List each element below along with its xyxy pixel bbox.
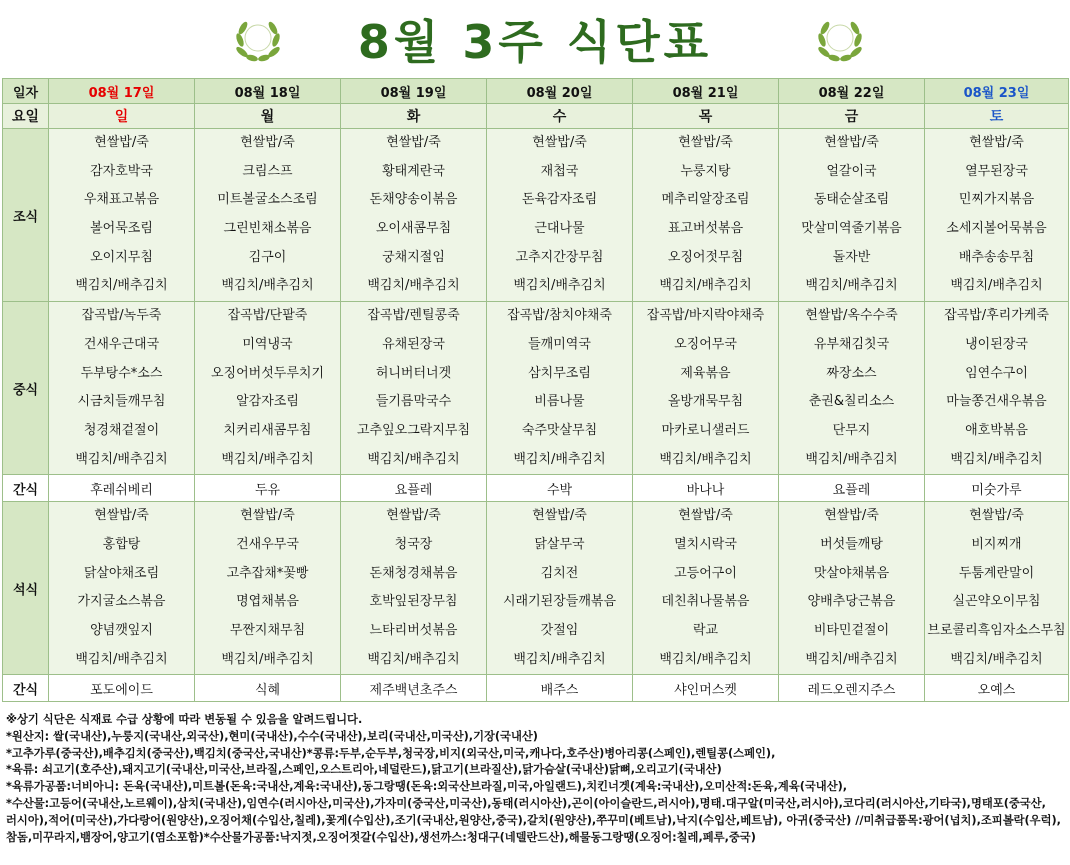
menu-item: 닭살야채조림 [83,565,160,581]
menu-item: 돈채양송이볶음 [369,192,458,208]
menu-item: 맛살미역줄기볶음 [801,221,902,237]
menu-item: 임연수구이 [965,365,1028,381]
note-line: *육류: 쇠고기(호주산),돼지고기(국내산,미국산,브라질,스페인,오스트리아,네덜란드),닭고기(브라질산),닭가슴살(국내산)닭뼈,오리고기(국내산) [6,763,722,777]
menu-item: 감자호박국 [90,163,153,179]
breakfast-cell [925,129,1069,302]
menu-item: 들기름막국수 [375,394,452,410]
menu-item: 백김치/배추김치 [75,451,168,467]
menu-table [2,78,1069,702]
dinner-cell [487,502,633,675]
snack2-cell: 샤인머스켓 [633,675,779,702]
snack1-row [3,475,1069,502]
lunch-label: 중식 [3,302,49,475]
menu-item: 현쌀밥/죽 [94,135,149,150]
menu-item: 고추잡채*꽃빵 [226,565,309,581]
menu-item: 브로콜리흑임자소스무침 [927,623,1066,638]
menu-item: 느타리버섯볶음 [369,623,458,638]
menu-item: 잡곡밥/단팥죽 [227,308,308,324]
snack2-cell: 오예스 [925,675,1069,702]
breakfast-cell [49,129,195,302]
page-title: 8월 3주 식단표 [357,15,713,69]
snack1-cell: 두유 [195,475,341,502]
menu-item: 오징어버섯두루치기 [210,365,325,381]
menu-item: 근대나물 [534,221,585,237]
lunch-cell [633,302,779,475]
menu-item: 현쌀밥/옥수수죽 [805,308,898,324]
menu-item: 현쌀밥/죽 [824,135,879,150]
snack1-cell: 요플레 [341,475,487,502]
lunch-row [3,302,1069,475]
day-cell: 화 [341,104,487,129]
menu-item: 제육볶음 [680,365,731,381]
menu-item: 현쌀밥/죽 [386,135,441,150]
menu-item: 건새우근대국 [83,336,160,352]
snack1-cell: 후레쉬베리 [49,475,195,502]
menu-item: 비지찌개 [971,536,1022,552]
menu-item: 백김치/배추김치 [221,451,314,467]
date-cell: 08월 17일 [49,79,195,104]
menu-item: 멸치시락국 [674,536,737,552]
menu-item: 우채표고볶음 [83,192,160,208]
menu-item: 청국장 [394,536,433,552]
menu-item: 호박잎된장무침 [369,594,458,610]
snack2-cell: 제주백년초주스 [341,675,487,702]
note-line: *원산지: 쌀(국내산),누룽지(국내산,외국산),현미(국내산),수수(국내산),보리(국내산,미국산),기장(국내산) [6,729,538,743]
day-cell: 일 [49,104,195,129]
menu-item: 고등어구이 [674,565,737,581]
date-cell: 08월 23일 [925,79,1069,104]
menu-item: 누룽지탕 [680,163,731,179]
dinner-cell [925,502,1069,675]
date-cell: 08월 21일 [633,79,779,104]
lunch-cell [195,302,341,475]
snack2-cell: 배주스 [487,675,633,702]
lunch-cell [487,302,633,475]
menu-item: 냉이된장국 [965,336,1028,352]
menu-item: 돈채청경채볶음 [369,565,458,581]
menu-item: 오징어무국 [674,336,737,352]
snack2-cell: 포도에이드 [49,675,195,702]
menu-item: 백김치/배추김치 [805,651,898,667]
day-cell: 금 [779,104,925,129]
menu-item: 백김치/배추김치 [950,451,1043,467]
menu-item: 현쌀밥/죽 [240,135,295,150]
note-line: *육류가공품:너비아니: 돈육(국내산),미트볼(돈육:국내산,계육:국내산),동그랑땡(돈육:외국산브라질,미국,아일랜드),치킨너겟(계육:국내산),오미산적:돈육,계육(국내산), [6,780,848,794]
notes [6,712,1066,846]
menu-item: 백김치/배추김치 [659,451,752,467]
snack2-row [3,675,1069,702]
lunch-cell [925,302,1069,475]
menu-item: 데친취나물볶음 [661,594,750,610]
menu-item: 크림스프 [242,163,293,179]
menu-item: 볼어묵조림 [90,221,153,237]
date-label: 일자 [3,79,49,104]
snack1-cell: 요플레 [779,475,925,502]
menu-item: 백김치/배추김치 [221,651,314,667]
menu-item: 현쌀밥/죽 [969,135,1024,150]
menu-item: 현쌀밥/죽 [240,508,295,524]
note-line: *고추가루(중국산),배추김치(중국산),백김치(중국산,국내산)*콩류:두부,순두부,청국장,비지(외국산,미국,캐나다,호주산)병아리콩(스페인),렌틸콩(스페인), [6,746,776,760]
menu-item: 백김치/배추김치 [75,278,168,294]
dinner-label: 석식 [3,502,49,675]
menu-item: 돌자반 [832,249,871,265]
date-cell: 08월 20일 [487,79,633,104]
menu-item: 메추리알장조림 [661,192,750,208]
menu-item: 갓절임 [540,623,579,638]
menu-item: 궁채지절임 [382,249,445,265]
dinner-cell [49,502,195,675]
menu-item: 락교 [692,623,719,638]
menu-item: 홍합탕 [102,536,141,552]
dinner-cell [779,502,925,675]
menu-item: 미트볼굴소스조림 [217,192,318,208]
dinner-cell [195,502,341,675]
menu-item: 백김치/배추김치 [659,651,752,667]
breakfast-cell [633,129,779,302]
dinner-cell [633,502,779,675]
menu-item: 유채된장국 [382,336,445,352]
menu-item: 얼갈이국 [826,163,877,179]
wreath-logo-icon [812,10,868,66]
menu-item: 두툼계란말이 [958,565,1035,581]
menu-item: 김치전 [540,565,579,581]
day-row [3,104,1069,129]
menu-item: 양념깻잎지 [90,623,153,638]
menu-item: 백김치/배추김치 [75,651,168,667]
menu-item: 비타민겉절이 [813,623,890,638]
menu-item: 마카로니샐러드 [661,422,750,438]
snack1-cell: 수박 [487,475,633,502]
menu-item: 고추잎오그락지무침 [356,422,471,438]
menu-item: 짜장소스 [826,365,877,381]
menu-item: 비름나물 [534,394,585,410]
menu-item: 오징어젓무침 [667,249,744,265]
menu-item: 청경채겉절이 [83,422,160,438]
menu-item: 그린빈채소볶음 [223,221,312,237]
menu-item: 백김치/배추김치 [513,651,606,667]
menu-item: 들깨미역국 [528,336,591,352]
menu-item: 백김치/배추김치 [513,278,606,294]
lunch-cell [779,302,925,475]
menu-item: 버섯들깨탕 [820,536,883,552]
dinner-row [3,502,1069,675]
menu-item: 표고버섯볶음 [667,221,744,237]
menu-item: 현쌀밥/죽 [532,135,587,150]
menu-item: 잡곡밥/바지락야채죽 [646,308,765,324]
menu-item: 백김치/배추김치 [805,451,898,467]
menu-item: 가지굴소스볶음 [77,594,166,610]
menu-item: 건새우무국 [236,536,299,552]
menu-item: 알감자조림 [236,394,299,410]
day-cell: 월 [195,104,341,129]
menu-item: 백김치/배추김치 [367,651,460,667]
lunch-cell [341,302,487,475]
menu-item: 백김치/배추김치 [659,278,752,294]
menu-item: 백김치/배추김치 [367,451,460,467]
menu-item: 백김치/배추김치 [367,278,460,294]
menu-item: 오이새콤무침 [375,221,452,237]
menu-item: 황태계란국 [382,163,445,179]
menu-item: 허니버터너겟 [375,365,452,381]
menu-item: 실곤약오이무침 [952,594,1041,610]
menu-item: 돈육감자조림 [521,192,598,208]
menu-item: 올방개묵무침 [667,394,744,410]
breakfast-cell [487,129,633,302]
menu-item: 현쌀밥/죽 [678,508,733,524]
menu-item: 백김치/배추김치 [950,278,1043,294]
menu-item: 숙주맛살무침 [521,422,598,438]
menu-item: 현쌀밥/죽 [824,508,879,524]
menu-item: 무짠지채무침 [229,623,306,638]
menu-item: 현쌀밥/죽 [532,508,587,524]
date-cell: 08월 18일 [195,79,341,104]
header [0,0,1070,78]
menu-item: 시금치들깨무침 [77,394,166,410]
lunch-cell [49,302,195,475]
menu-item: 춘권&칠리소스 [808,394,895,410]
menu-item: 민찌가지볶음 [958,192,1035,208]
menu-item: 열무된장국 [965,163,1028,179]
menu-item: 잡곡밥/렌틸콩죽 [367,308,460,324]
menu-item: 단무지 [832,422,871,438]
menu-item: 잡곡밥/후리가케죽 [944,308,1049,324]
breakfast-cell [195,129,341,302]
menu-item: 백김치/배추김치 [805,278,898,294]
menu-item: 현쌀밥/죽 [969,508,1024,524]
dinner-cell [341,502,487,675]
date-cell: 08월 19일 [341,79,487,104]
day-cell: 토 [925,104,1069,129]
day-cell: 수 [487,104,633,129]
date-cell: 08월 22일 [779,79,925,104]
breakfast-label: 조식 [3,129,49,302]
menu-item: 마늘쫑건새우볶음 [946,394,1047,410]
menu-item: 유부채김칫국 [813,336,890,352]
menu-item: 배추송송무침 [958,249,1035,265]
menu-item: 맛살야채볶음 [813,565,890,581]
date-row [3,79,1069,104]
snack1-label: 간식 [3,475,49,502]
menu-item: 잡곡밥/참치야채죽 [507,308,612,324]
menu-item: 백김치/배추김치 [950,651,1043,667]
menu-item: 현쌀밥/죽 [386,508,441,524]
snack2-cell: 레드오렌지주스 [779,675,925,702]
menu-item: 현쌀밥/죽 [678,135,733,150]
menu-item: 재첩국 [540,163,579,179]
menu-item: 양배추당근볶음 [807,594,896,610]
day-cell: 목 [633,104,779,129]
menu-item: 명엽채볶음 [236,594,299,610]
snack2-label: 간식 [3,675,49,702]
breakfast-cell [779,129,925,302]
menu-item: 두부탕수*소스 [80,365,163,381]
menu-item: 치커리새콤무침 [223,422,312,438]
snack1-cell: 바나나 [633,475,779,502]
menu-item: 백김치/배추김치 [221,278,314,294]
snack1-cell: 미숫가루 [925,475,1069,502]
snack2-cell: 식혜 [195,675,341,702]
menu-item: 현쌀밥/죽 [94,508,149,524]
menu-item: 동태순살조림 [813,192,890,208]
menu-item: 닭살무국 [534,536,585,552]
menu-item: 시래기된장들깨볶음 [502,594,617,610]
menu-item: 미역냉국 [242,336,293,352]
note-line: ※상기 식단은 식재료 수급 상황에 따라 변동될 수 있음을 알려드립니다. [6,713,363,726]
breakfast-cell [341,129,487,302]
breakfast-row [3,129,1069,302]
menu-item: 오이지무침 [90,249,153,265]
note-line: *수산물:고등어(국내산,노르웨이),삼치(국내산),임연수(러시아산,미국산),가자미(중국산,미국산),동태(러시아산),곤이(아이슬란드,러시아),명태.대구알(미국산,러시아),코다리(러시아산,기타국),명태포(중국산,러시아),적어(미국산),가다랑어(원양산),오징어채(수입산,칠레),꽃게(수입산),조기(국내산,원양산,중국),갈치(원양산),쭈꾸미(베트남),낙지(수입산,베트남), 아귀(중국산) //미취급품목:광어(넙치),조피볼락(우럭),참돔,미꾸라지,뱀장어,양고기(염소포함)*수산물가공품:낙지젓,오징어젓갈(수입산),생선까스:청대구(네델란드산),해물동그랑땡(오징어:칠레,페루,중국) [6,796,1061,844]
day-label: 요일 [3,104,49,129]
menu-item: 애호박볶음 [965,422,1028,438]
menu-item: 소세지볼어묵볶음 [946,221,1047,237]
menu-item: 잡곡밥/녹두죽 [81,308,162,324]
menu-item: 삼치무조림 [528,365,591,381]
menu-item: 김구이 [248,249,287,265]
menu-item: 고추지간장무침 [515,249,604,265]
menu-item: 백김치/배추김치 [513,451,606,467]
